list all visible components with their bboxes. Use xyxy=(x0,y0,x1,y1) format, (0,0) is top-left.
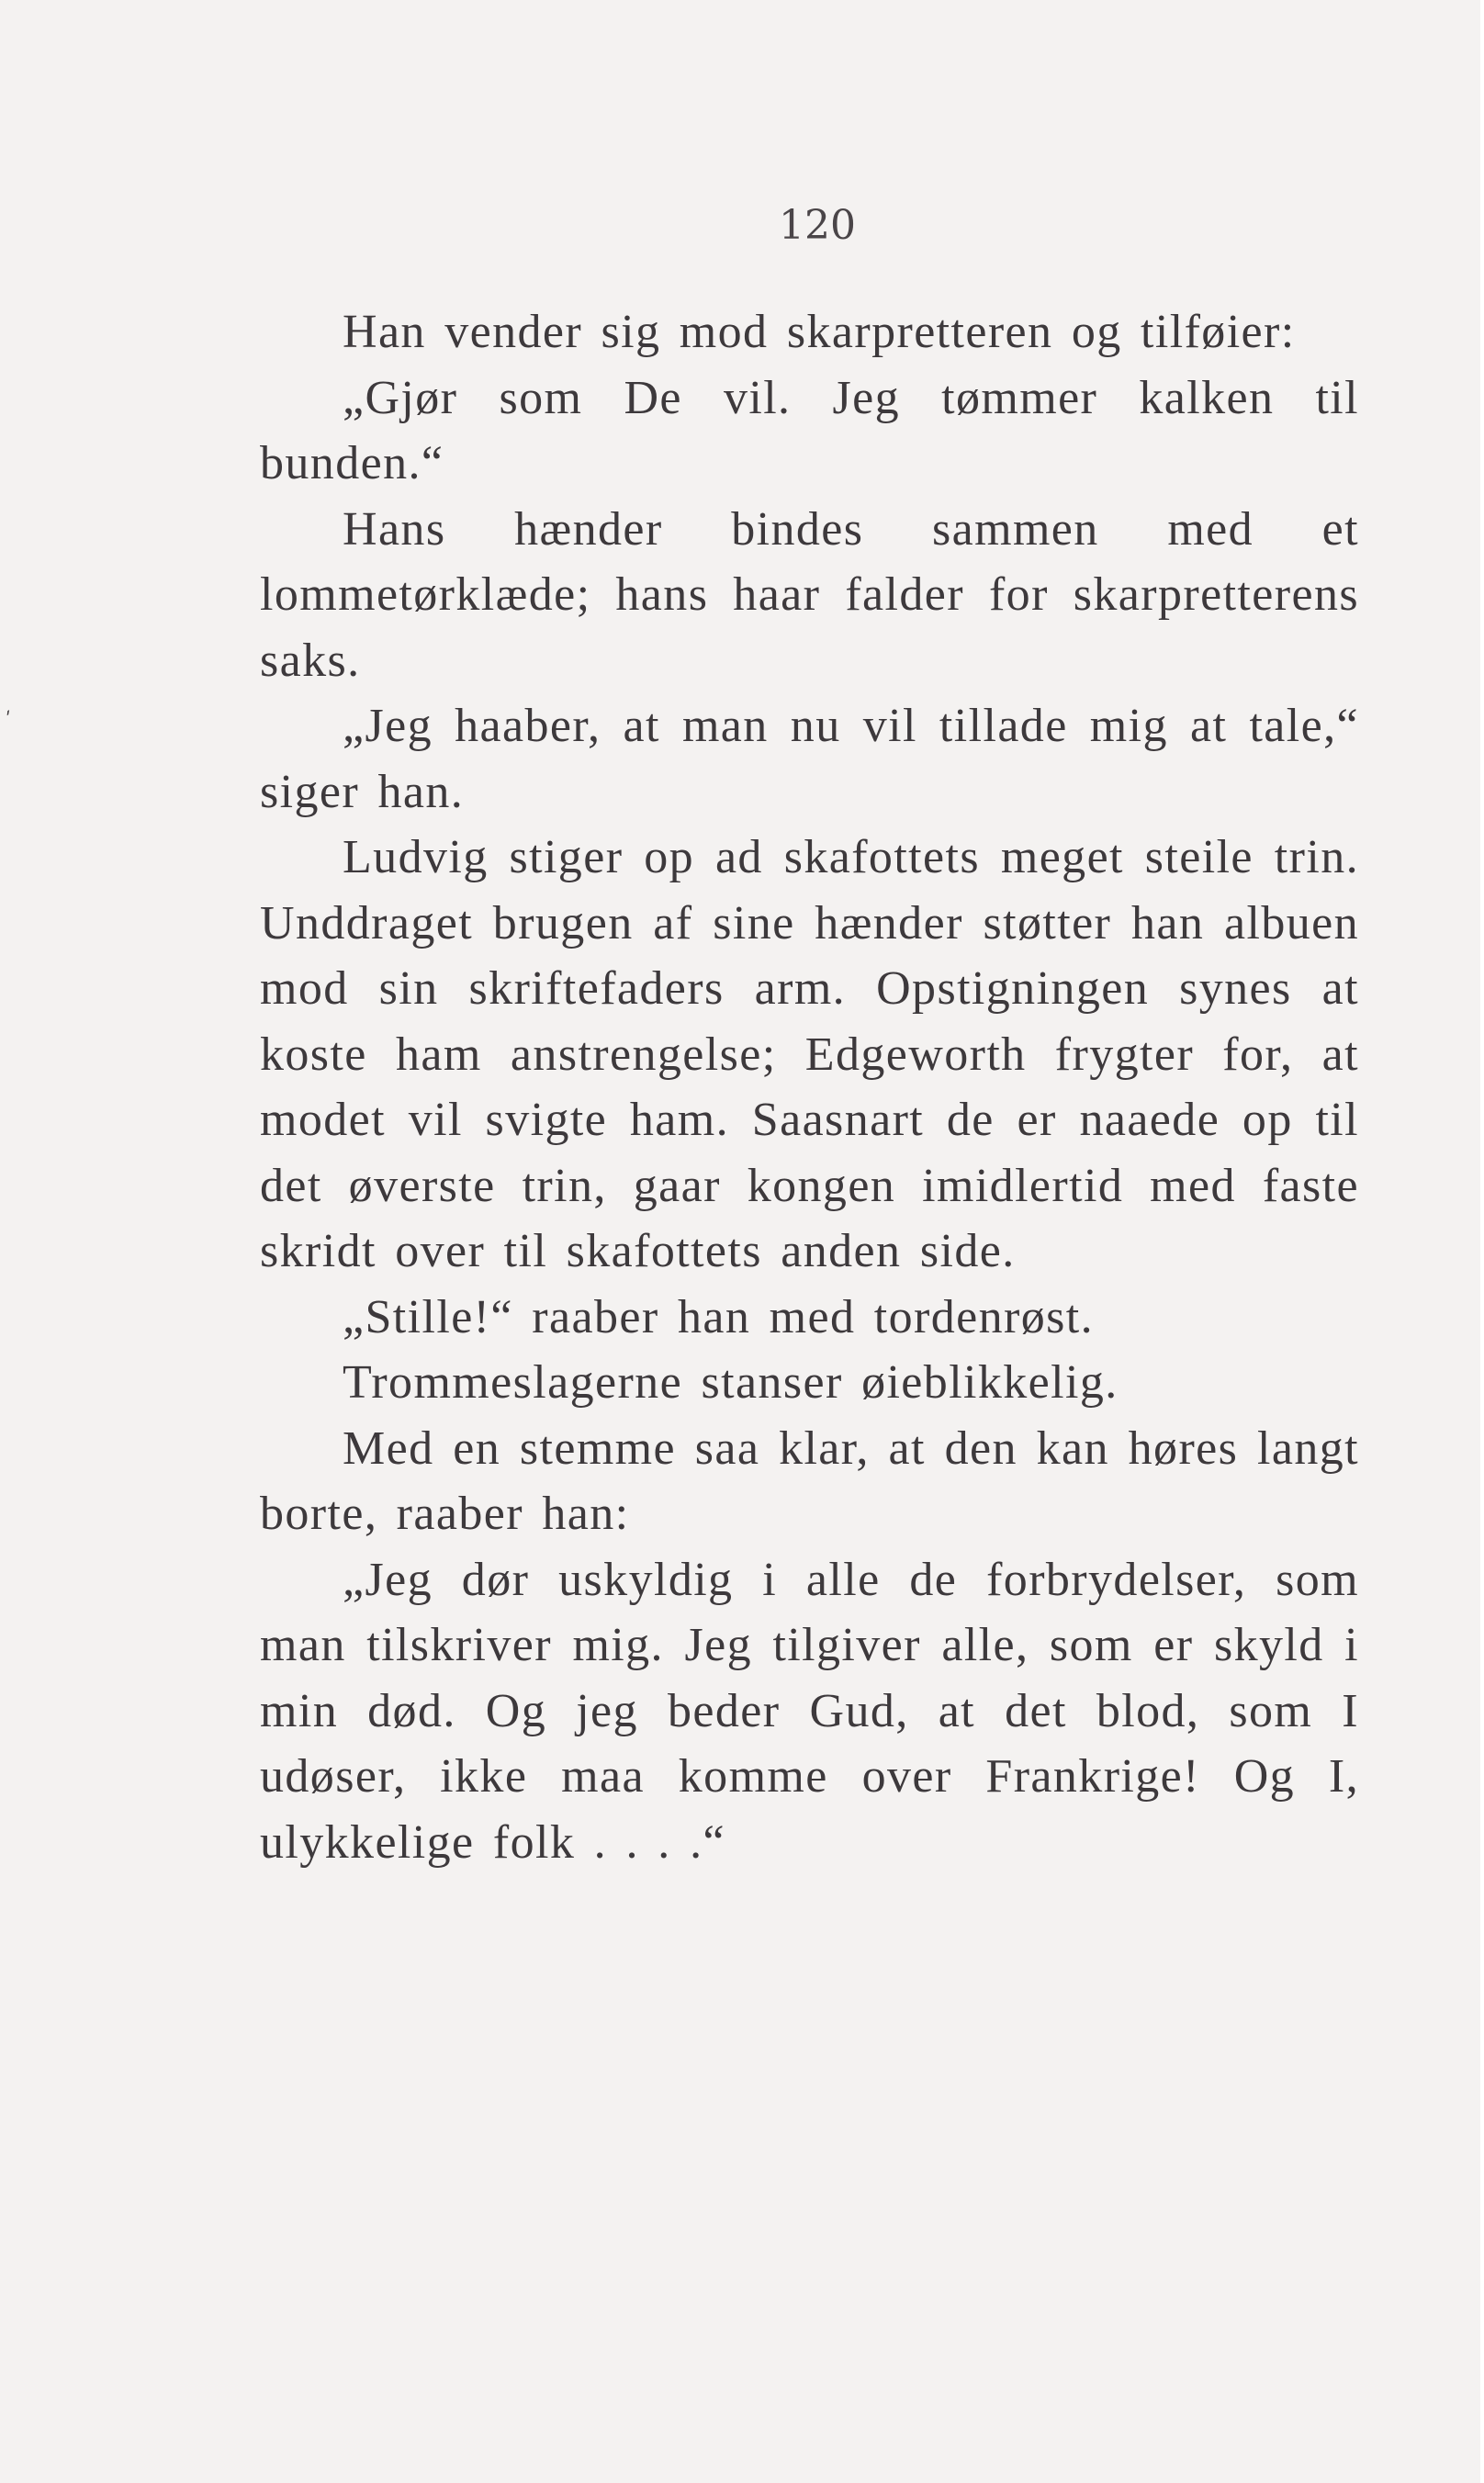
paragraph-9: „Jeg dør uskyldig i alle de forbrydelser, som man tilskriver mig. Jeg tilgiver alle, som er skyld i min død. Og jeg beder Gud, at det blod, som I udøser, ikke maa komme over Frankrige! Og I, ulykkelige folk . . . .“ xyxy=(260,1553,1359,1869)
paragraph-2: „Gjør som De vil. Jeg tømmer kalken til bunden.“ xyxy=(260,371,1359,489)
body-text xyxy=(260,299,1359,1875)
paragraph-5: Ludvig stiger op ad skafottets meget steile trin. Unddraget brugen af sine hænder støtter han albuen mod sin skriftefaders arm. Opstigningen synes at koste ham anstrengelse; Edgeworth frygter for, at modet vil svigte ham. Saasnart de er naaede op til det øverste trin, gaar kongen imidlertid med faste skridt over til skafottets anden side. xyxy=(260,831,1359,1277)
paragraph-4: „Jeg haaber, at man nu vil tillade mig at tale,“ siger han. xyxy=(260,700,1359,818)
margin-mark: ˊ xyxy=(1,707,22,734)
page-number: 120 xyxy=(779,202,856,249)
paragraph-1: Han vender sig mod skarpretteren og tilføier: xyxy=(343,306,1296,358)
paragraph-3: Hans hænder bindes sammen med et lommetørklæde; hans haar falder for skarpretterens saks. xyxy=(260,502,1359,687)
paragraph-6: „Stille!“ raaber han med tordenrøst. xyxy=(343,1290,1094,1343)
paragraph-7: Trommeslagerne stanser øieblikkelig. xyxy=(343,1356,1119,1409)
paragraph-8: Med en stemme saa klar, at den kan høres langt borte, raaber han: xyxy=(260,1421,1359,1540)
